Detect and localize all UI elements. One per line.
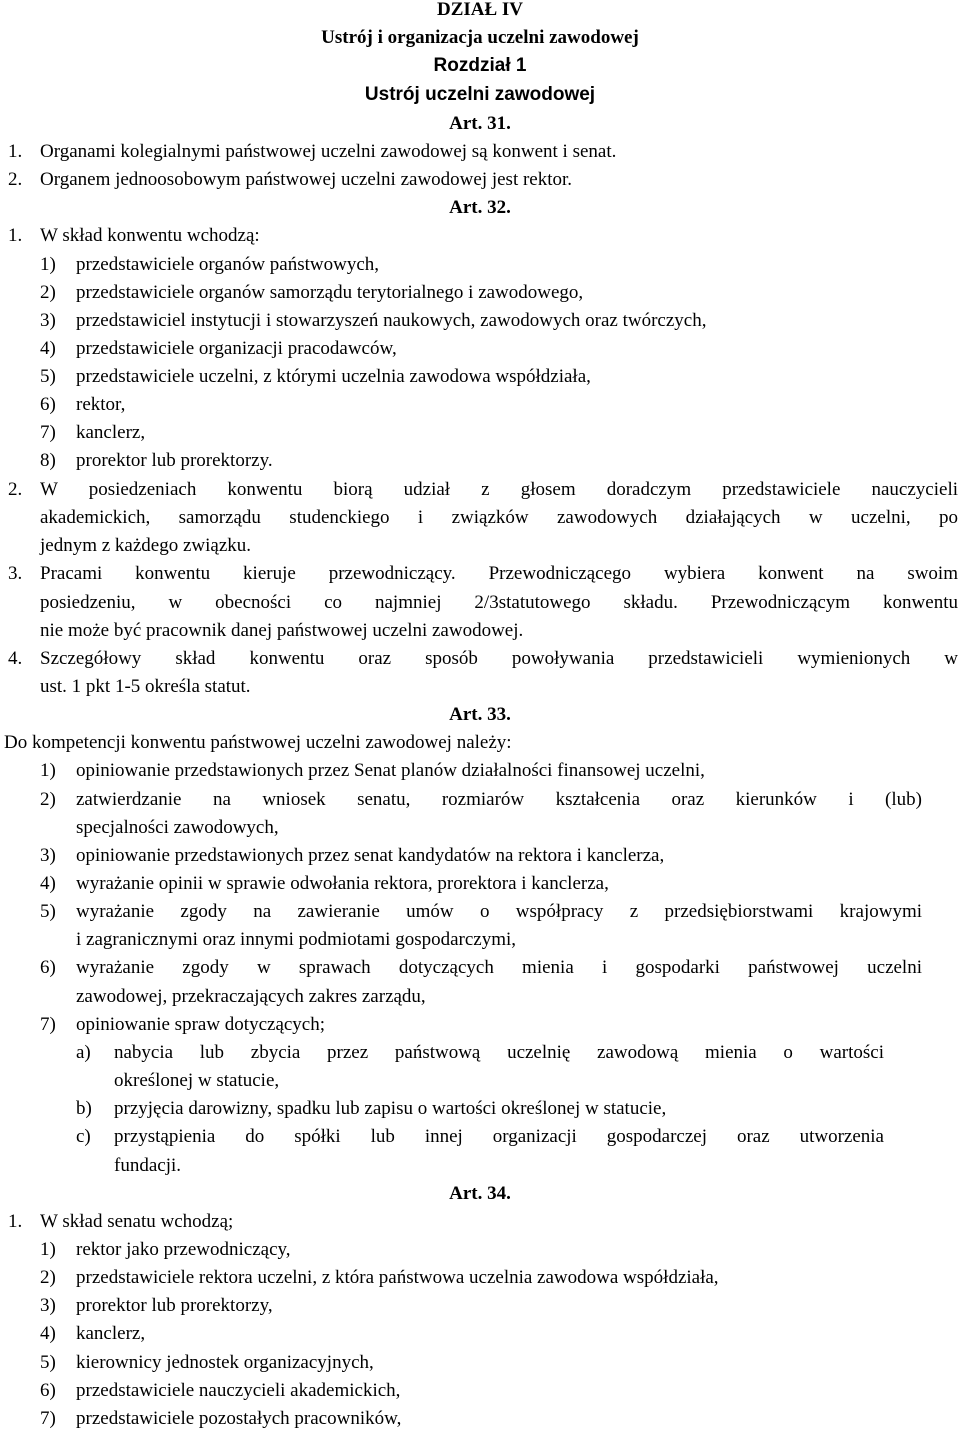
paragraph-line: W posiedzeniach konwentu biorą udział z głosem doradczym przedstawiciele nauczycieli (40, 479, 958, 500)
paragraph-number: 1. (8, 141, 23, 162)
list-item-number: 1) (40, 254, 56, 275)
paragraph-number: 4. (8, 648, 23, 669)
list-item: przedstawiciel instytucji i stowarzyszeń naukowych, zawodowych oraz twórczych, (76, 310, 707, 331)
list-item-number: 2) (40, 1267, 56, 1288)
article-title: Art. 31. (449, 113, 511, 134)
list-item-number: 3) (40, 1295, 56, 1316)
list-item-number: 4) (40, 338, 56, 359)
list-item: wyrażanie zgody w sprawach dotyczących mienia i gospodarki państwowej uczelni (76, 957, 922, 978)
list-item-number: 4) (40, 873, 56, 894)
paragraph-line: akademickich, samorządu studenckiego i związków zawodowych działających w uczelni, po (40, 507, 958, 528)
sublist-item-letter: a) (76, 1042, 91, 1063)
list-item: rektor jako przewodniczący, (76, 1239, 291, 1260)
article-title: Art. 32. (449, 197, 511, 218)
list-item: wyrażanie opinii w sprawie odwołania rektora, prorektora i kanclerza, (76, 873, 609, 894)
list-item: przedstawiciele pozostałych pracowników, (76, 1408, 402, 1429)
sublist-item-continuation: określonej w statucie, (114, 1070, 280, 1091)
paragraph-text: W skład konwentu wchodzą: (40, 225, 260, 246)
division-title: Ustrój i organizacja uczelni zawodowej (321, 27, 639, 48)
list-item: prorektor lub prorektorzy. (76, 450, 273, 471)
paragraph-text: Organami kolegialnymi państwowej uczelni zawodowej są konwent i senat. (40, 141, 617, 162)
list-item: kierownicy jednostek organizacyjnych, (76, 1352, 374, 1373)
list-item-number: 8) (40, 450, 56, 471)
sublist-item-letter: b) (76, 1098, 92, 1119)
list-item: przedstawiciele organizacji pracodawców, (76, 338, 397, 359)
paragraph-number: 2. (8, 479, 23, 500)
paragraph-line: nie może być pracownik danej państwowej uczelni zawodowej. (40, 620, 524, 641)
list-item-number: 2) (40, 282, 56, 303)
list-item-number: 3) (40, 845, 56, 866)
list-item: przedstawiciele uczelni, z którymi uczelnia zawodowa współdziała, (76, 366, 591, 387)
paragraph-number: 1. (8, 225, 23, 246)
paragraph-line: jednym z każdego związku. (40, 535, 252, 556)
list-item: opiniowanie spraw dotyczących; (76, 1014, 326, 1035)
list-item: opiniowanie przedstawionych przez senat kandydatów na rektora i kanclerza, (76, 845, 665, 866)
article-title: Art. 33. (449, 704, 511, 725)
list-item-number: 7) (40, 1408, 56, 1429)
paragraph-text: W skład senatu wchodzą; (40, 1211, 234, 1232)
paragraph-line: Szczegółowy skład konwentu oraz sposób powoływania przedstawicieli wymienionych w (40, 648, 958, 669)
list-item-number: 2) (40, 789, 56, 810)
sublist-item-continuation: fundacji. (114, 1155, 182, 1176)
sublist-item: przystąpienia do spółki lub innej organizacji gospodarczej oraz utworzenia (114, 1126, 884, 1147)
list-item: przedstawiciele rektora uczelni, z która państwowa uczelnia zawodowa współdziała, (76, 1267, 719, 1288)
list-item: kanclerz, (76, 422, 146, 443)
list-item: przedstawiciele organów państwowych, (76, 254, 380, 275)
list-item-number: 6) (40, 394, 56, 415)
list-item-number: 7) (40, 422, 56, 443)
list-item-continuation: zawodowej, przekraczających zakres zarządu, (76, 986, 426, 1007)
list-item: prorektor lub prorektorzy, (76, 1295, 273, 1316)
list-item-number: 6) (40, 957, 56, 978)
list-item-number: 7) (40, 1014, 56, 1035)
list-item: wyrażanie zgody na zawieranie umów o współpracy z przedsiębiorstwami krajowymi (76, 901, 922, 922)
list-item-continuation: specjalności zawodowych, (76, 817, 279, 838)
paragraph-line: ust. 1 pkt 1-5 określa statut. (40, 676, 251, 697)
article-intro: Do kompetencji konwentu państwowej uczelni zawodowej należy: (4, 732, 512, 753)
list-item: przedstawiciele organów samorządu terytorialnego i zawodowego, (76, 282, 584, 303)
sublist-item: przyjęcia darowizny, spadku lub zapisu o wartości określonej w statucie, (114, 1098, 667, 1119)
sublist-item-letter: c) (76, 1126, 91, 1147)
list-item: zatwierdzanie na wniosek senatu, rozmiarów kształcenia oraz kierunków i (lub) (76, 789, 922, 810)
list-item: przedstawiciele nauczycieli akademickich, (76, 1380, 401, 1401)
paragraph-number: 3. (8, 563, 23, 584)
list-item-number: 6) (40, 1380, 56, 1401)
chapter-title: Ustrój uczelni zawodowej (364, 84, 596, 105)
list-item-number: 5) (40, 366, 56, 387)
list-item-number: 4) (40, 1323, 56, 1344)
list-item-continuation: i zagranicznymi oraz innymi podmiotami gospodarczymi, (76, 929, 517, 950)
list-item-number: 5) (40, 901, 56, 922)
chapter-heading: Rozdział 1 (433, 55, 527, 76)
list-item-number: 1) (40, 760, 56, 781)
list-item-number: 1) (40, 1239, 56, 1260)
paragraph-text: Organem jednoosobowym państwowej uczelni zawodowej jest rektor. (40, 169, 573, 190)
division-heading: DZIAŁ IV (436, 0, 524, 20)
list-item: opiniowanie przedstawionych przez Senat planów działalności finansowej uczelni, (76, 760, 705, 781)
sublist-item: nabycia lub zbycia przez państwową uczelnię zawodową mienia o wartości (114, 1042, 884, 1063)
paragraph-number: 2. (8, 169, 23, 190)
list-item-number: 5) (40, 1352, 56, 1373)
paragraph-line: posiedzeniu, w obecności co najmniej 2/3statutowego składu. Przewodniczącym konwentu (40, 592, 958, 613)
article-title: Art. 34. (449, 1183, 511, 1204)
list-item: kanclerz, (76, 1323, 146, 1344)
list-item: rektor, (76, 394, 126, 415)
paragraph-number: 1. (8, 1211, 23, 1232)
list-item-number: 3) (40, 310, 56, 331)
paragraph-line: Pracami konwentu kieruje przewodniczący. Przewodniczącego wybiera konwent na swoim (40, 563, 958, 584)
